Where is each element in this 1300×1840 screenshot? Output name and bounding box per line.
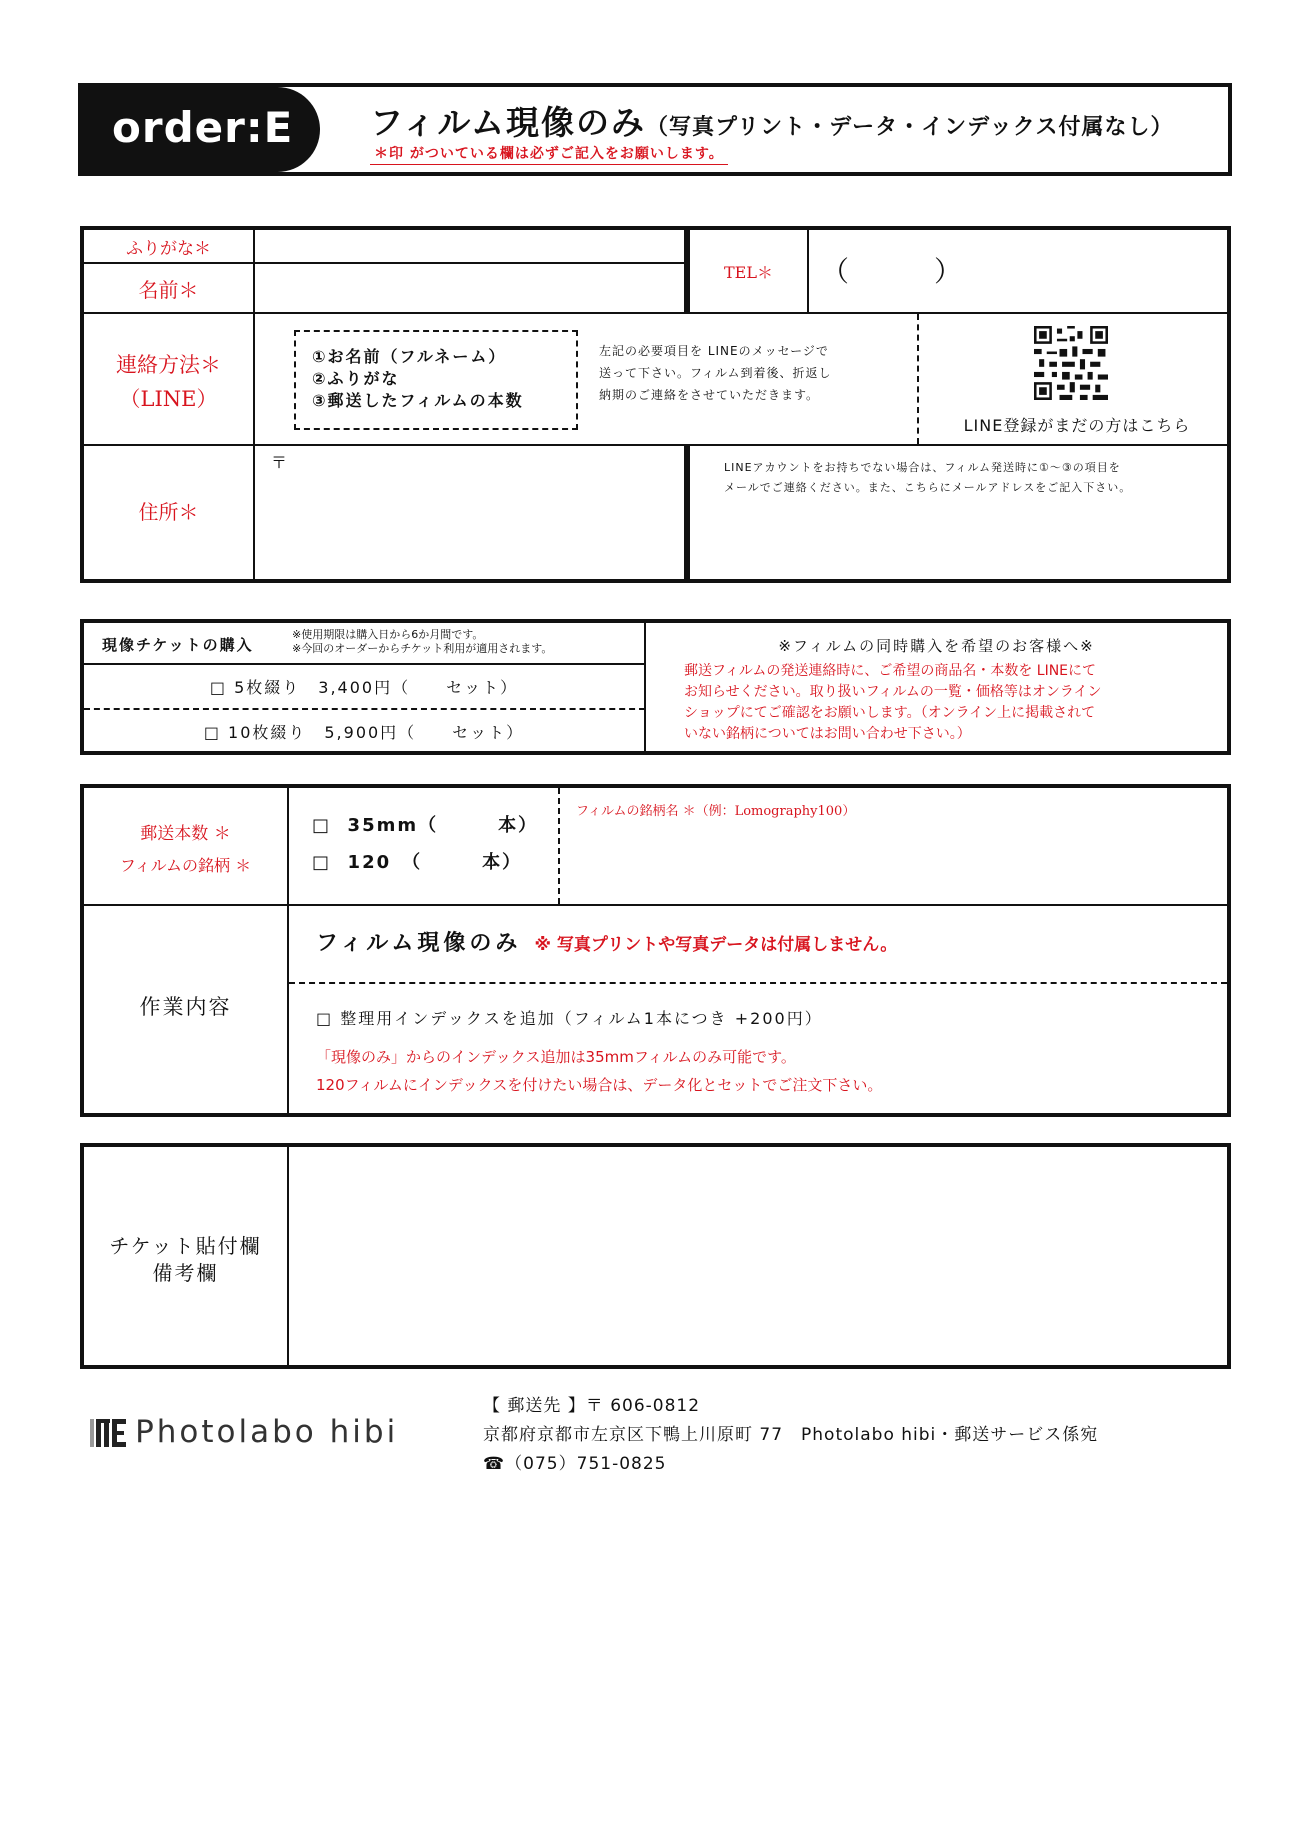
film-brand-field[interactable]: フィルムの銘柄名 ＊（例：Lomography100） xyxy=(576,804,856,819)
ticket-option-5[interactable]: □ 5枚綴り 3,400円（ セット） xyxy=(209,678,519,697)
film-35mm-option[interactable]: □ 35mm（ 本） xyxy=(312,815,539,836)
ticket-section xyxy=(80,619,1231,755)
address-label: 住所＊ xyxy=(138,500,199,524)
film-purchase-title: ※フィルムの同時購入を希望のお客様へ※ xyxy=(778,637,1095,655)
postal-mark: 〒 xyxy=(271,453,288,472)
title-main: フィルム現像のみ xyxy=(370,103,647,142)
contact-item: ①お名前（フルネーム） xyxy=(312,347,507,366)
hibi-logo-icon xyxy=(88,1415,130,1449)
line-qr-code[interactable] xyxy=(1034,326,1108,400)
film-section xyxy=(80,784,1231,1117)
order-tab xyxy=(82,87,320,172)
name-label: 名前＊ xyxy=(138,278,199,302)
brand-name: Photolabo hibi xyxy=(135,1414,399,1450)
page-title xyxy=(370,97,1174,144)
work-label: 作業内容 xyxy=(139,995,232,1019)
remarks-label: チケット貼付欄 備考欄 xyxy=(109,1234,262,1285)
mailing-address: 京都府京都市左京区下鴨上川原町 77 Photolabo hibi・郵送サービス係宛 xyxy=(483,1425,1099,1445)
remarks-section xyxy=(80,1143,1231,1369)
contact-item: ②ふりがな xyxy=(312,369,400,388)
mailing-info xyxy=(483,1392,1098,1479)
tel-field[interactable]: （ ） xyxy=(821,255,963,288)
film-purchase-text: 郵送フィルムの発送連絡時に、ご希望の商品名・本数を LINEにて お知らせください。取り扱いフィルムの一覧・価格等はオンライン ショップにてご確認をお願いします。（オンライン上に掲載されて いない銘柄についてはお問い合わせ下さい。） xyxy=(684,663,1102,742)
index-note-2: 120フィルムにインデックスを付けたい場合は、データ化とセットでご注文下さい。 xyxy=(316,1076,883,1094)
ticket-option-10[interactable]: □ 10枚綴り 5,900円（ セット） xyxy=(203,723,525,742)
work-title: フィルム現像のみ ※ 写真プリントや写真データは付属しません。 xyxy=(316,931,898,956)
required-note: ＊印 がついている欄は必ずご記入をお願いします。 xyxy=(370,143,728,165)
brand-logo xyxy=(88,1414,398,1450)
name-field[interactable] xyxy=(255,264,684,312)
contact-label: 連絡方法＊ （LINE） xyxy=(116,353,221,411)
tel-label: TEL＊ xyxy=(724,263,773,282)
index-option[interactable]: □ 整理用インデックスを追加（フィルム1本につき +200円） xyxy=(316,1009,823,1028)
ticket-purchase-label: 現像チケットの購入 xyxy=(102,636,254,654)
contact-instructions: 左記の必要項目を LINEのメッセージで 送って下さい。フィルム到着後、折返し 納期のご連絡をさせていただきます。 xyxy=(599,344,832,402)
address-field[interactable] xyxy=(255,446,684,579)
line-register-link[interactable]: LINE登録がまだの方はこちら xyxy=(963,416,1191,435)
order-label: order:E xyxy=(112,103,294,152)
index-note-1: 「現像のみ」からのインデックス追加は35mmフィルムのみ可能です。 xyxy=(316,1048,796,1066)
contact-items-box xyxy=(294,330,578,430)
email-note[interactable]: LINEアカウントをお持ちでない場合は、フィルム発送時に①〜③の項目を メールでご連絡ください。また、こちらにメールアドレスをご記入下さい。 xyxy=(724,461,1132,494)
customer-section xyxy=(80,226,1231,583)
order-header xyxy=(78,83,1232,176)
mailing-destination: 【 郵送先 】〒 606-0812 xyxy=(483,1396,701,1416)
contact-item: ③郵送したフィルムの本数 xyxy=(312,391,524,410)
remarks-field[interactable] xyxy=(289,1147,1227,1365)
furigana-label: ふりがな＊ xyxy=(126,239,211,259)
film-120-option[interactable]: □ 120 （ 本） xyxy=(312,852,523,873)
ticket-notes: ※使用期限は購入日から6か月間です。 ※今回のオーダーからチケット利用が適用されます。 xyxy=(292,628,553,655)
title-sub: （写真プリント・データ・インデックス付属なし） xyxy=(646,115,1174,140)
phone-number: ☎（075）751-0825 xyxy=(483,1454,667,1474)
furigana-field[interactable] xyxy=(255,230,684,262)
film-count-label: 郵送本数 ＊ フィルムの銘柄 ＊ xyxy=(119,824,252,875)
